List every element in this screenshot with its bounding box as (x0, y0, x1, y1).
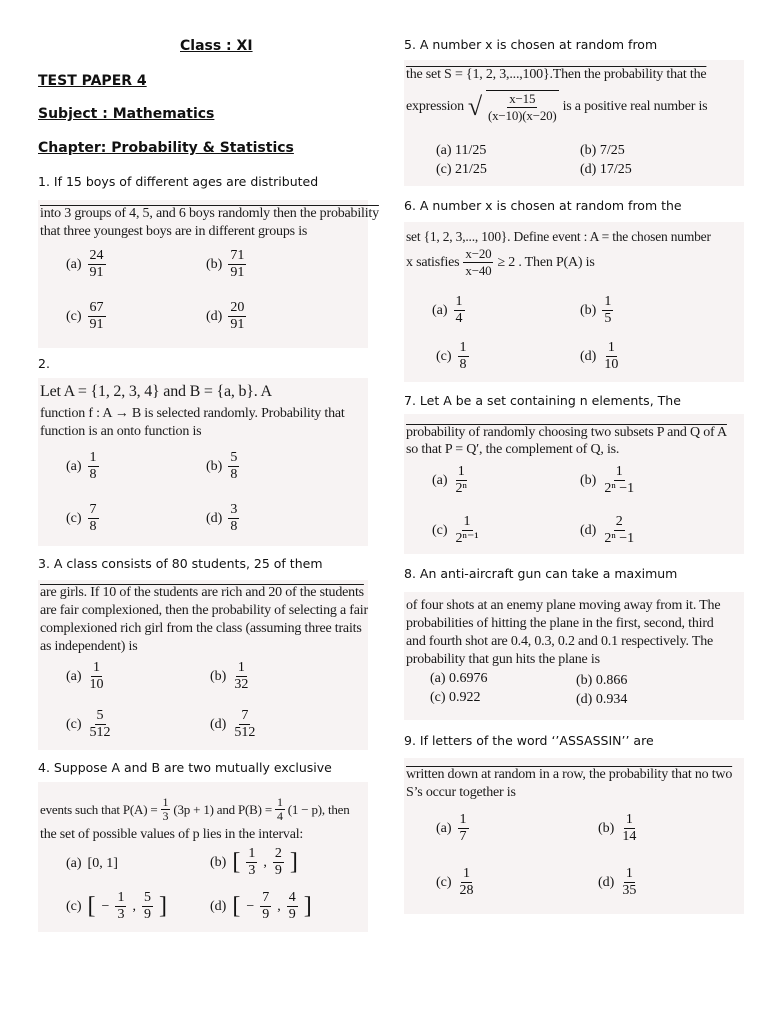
q7-option-a: (a) $\frac{1}{\text{2ⁿ}}$ (432, 464, 467, 496)
q7-text-1: probability of randomly choosing two subsets P and Q of A (406, 425, 727, 440)
q4-option-c: (c) [ − $\frac{1}{3}$ , $\frac{5}{9}$ ] (66, 890, 167, 922)
q6-option-d: (d) $\frac{1}{10}$ (580, 340, 619, 372)
test-heading: TEST PAPER 4 (38, 73, 147, 89)
q2-option-a: (a) $\frac{1}{8}$ (66, 450, 97, 482)
q9-option-c: (c) $\frac{1}{28}$ (436, 866, 474, 898)
q3-option-c: (c) $\frac{5}{512}$ (66, 708, 111, 740)
q2-option-c: (c) $\frac{7}{8}$ (66, 502, 97, 534)
q3-text-2: are fair complexioned, then the probability of selecting a fair (40, 603, 368, 618)
q3-intro: 3. A class consists of 80 students, 25 of them (38, 556, 323, 571)
q3-option-a: (a) $\frac{1}{10}$ (66, 660, 104, 692)
chapter-heading: Chapter: Probability & Statistics (38, 140, 294, 156)
q3-text-3: complexioned rich girl from the class (assuming three traits (40, 621, 362, 636)
q4-text-1: events such that P(A) = $\frac{1}{3}$ (3p + 1) and P(B) = $\frac{1}{4}$ (1 − p), then (40, 795, 350, 823)
q9-option-b: (b) $\frac{1}{14}$ (598, 812, 637, 844)
q9-option-a: (a) $\frac{1}{7}$ (436, 812, 467, 844)
q5-text-1: the set S = {1, 2, 3,...,100}.Then the probability that the (406, 67, 707, 82)
q8-option-a: (a) 0.6976 (430, 671, 488, 686)
q1-intro: 1. If 15 boys of different ages are distributed (38, 174, 319, 189)
class-heading: Class : XI (180, 38, 253, 54)
q7-option-d: (d) $\frac{2}{\text{2ⁿ −1}}$ (580, 514, 635, 546)
q6-option-b: (b) $\frac{1}{5}$ (580, 294, 612, 326)
q8-option-d: (d) 0.934 (576, 692, 628, 707)
q2-text-1: Let A = {1, 2, 3, 4} and B = {a, b}. A (40, 383, 272, 400)
q6-intro: 6. A number x is chosen at random from the (404, 198, 682, 213)
q5-intro: 5. A number x is chosen at random from (404, 37, 658, 52)
q1-text-2: that three youngest boys are in different groups is (40, 224, 308, 239)
q4-text-2: the set of possible values of p lies in the interval: (40, 827, 304, 842)
q3-text-1: are girls. If 10 of the students are rich and 20 of the students (40, 585, 364, 600)
q5-option-c: (c) 21/25 (436, 162, 487, 177)
q5-option-b: (b) 7/25 (580, 143, 625, 158)
q6-text-1: set {1, 2, 3,..., 100}. Define event : A = the chosen number (406, 229, 711, 244)
q7-option-c: (c) $\frac{1}{\text{2ⁿ⁻¹}}$ (432, 514, 479, 546)
q9-text-2: S’s occur together is (406, 785, 516, 800)
q7-option-b: (b) $\frac{1}{\text{2ⁿ −1}}$ (580, 464, 635, 496)
q1-text-1: into 3 groups of 4, 5, and 6 boys randomly then the probability (40, 206, 379, 221)
q1-option-b: (b) $\frac{71}{91}$ (206, 248, 245, 280)
q7-intro: 7. Let A be a set containing n elements, The (404, 393, 681, 408)
q6-option-a: (a) $\frac{1}{4}$ (432, 294, 463, 326)
q7-text-2: so that P = Q′, the complement of Q, is. (406, 442, 620, 457)
q3-text-4: as independent) is (40, 639, 138, 654)
q4-option-a: (a) [0, 1] (66, 856, 118, 871)
q8-option-c: (c) 0.922 (430, 690, 481, 705)
q6-text-2: x satisfies $\frac{x-20}{x-40}$ ≥ 2 . Then P(A) is (406, 246, 595, 278)
q1-option-c: (c) $\frac{67}{91}$ (66, 300, 104, 332)
q1-option-d: (d) $\frac{20}{91}$ (206, 300, 245, 332)
q8-intro: 8. An anti-aircraft gun can take a maximum (404, 566, 678, 581)
q9-option-d: (d) $\frac{1}{35}$ (598, 866, 637, 898)
q8-text-3: and fourth shot are 0.4, 0.3, 0.2 and 0.1 respectively. The (406, 634, 714, 649)
q2-option-b: (b) $\frac{5}{8}$ (206, 450, 238, 482)
q4-option-b: (b) [ $\frac{1}{3}$ , $\frac{2}{9}$ ] (210, 846, 298, 878)
q4-option-d: (d) [ − $\frac{7}{9}$ , $\frac{4}{9}$ ] (210, 890, 312, 922)
q8-text-4: probability that gun hits the plane is (406, 652, 600, 667)
q6-option-c: (c) $\frac{1}{8}$ (436, 340, 467, 372)
q8-text-1: of four shots at an enemy plane moving away from it. The (406, 598, 721, 613)
q9-text-1: written down at random in a row, the probability that no two (406, 767, 733, 782)
q1-option-a: (a) $\frac{24}{91}$ (66, 248, 104, 280)
q2-text-2: function f : A → B is selected randomly. Probability that (40, 406, 345, 421)
q4-intro: 4. Suppose A and B are two mutually exclusive (38, 760, 332, 775)
q9-intro: 9. If letters of the word ‘’ASSASSIN’’ are (404, 733, 654, 748)
q5-option-d: (d) 17/25 (580, 162, 632, 177)
subject-heading: Subject : Mathematics (38, 106, 215, 122)
q8-option-b: (b) 0.866 (576, 673, 628, 688)
q2-text-3: function is an onto function is (40, 424, 202, 439)
q2-intro: 2. (38, 356, 50, 371)
q3-option-b: (b) $\frac{1}{32}$ (210, 660, 249, 692)
q5-text-2: expression √ $\frac{x-15}{(x-10)(x-20)}$ is a positive real number is (406, 91, 708, 123)
q2-option-d: (d) $\frac{3}{8}$ (206, 502, 238, 534)
q3-option-d: (d) $\frac{7}{512}$ (210, 708, 256, 740)
q5-option-a: (a) 11/25 (436, 143, 487, 158)
q8-text-2: probabilities of hitting the plane in the first, second, third (406, 616, 714, 631)
